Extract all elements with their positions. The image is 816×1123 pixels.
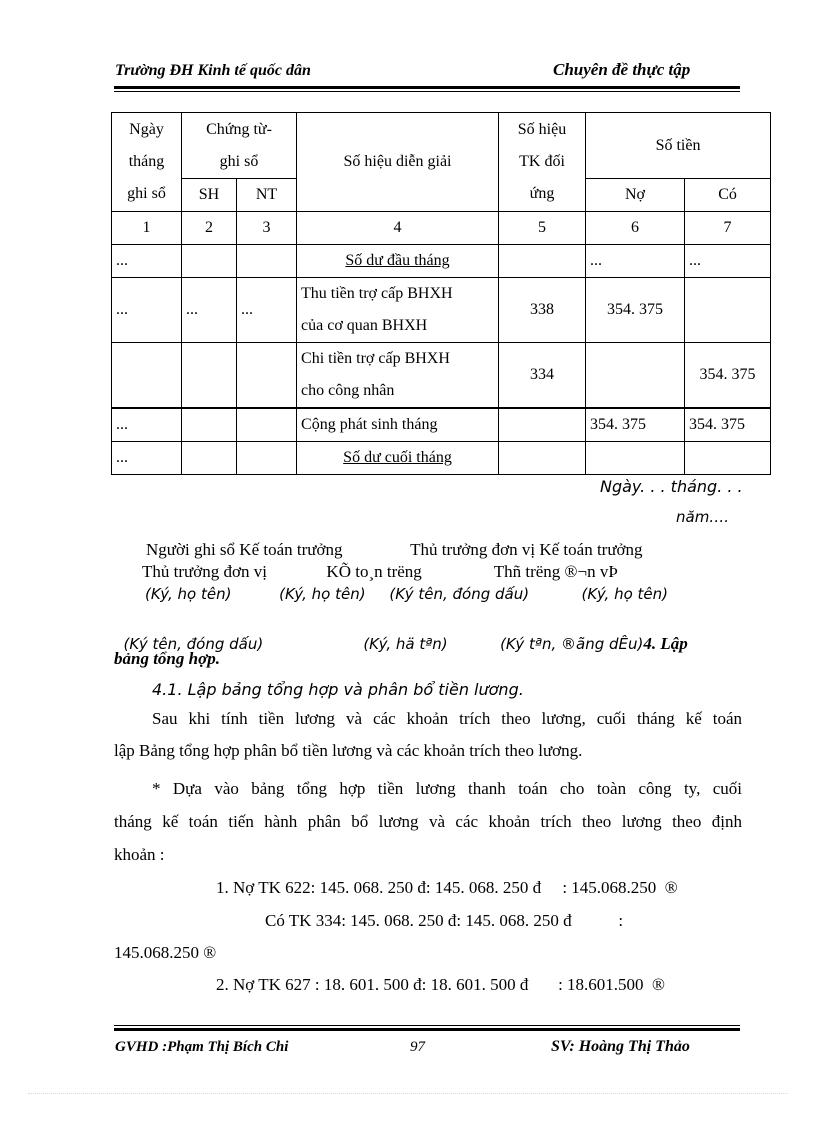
header-sh-cell: SH — [182, 179, 237, 212]
table-row: ... Số dư đầu tháng ... ... — [112, 245, 771, 278]
section-heading: 4. Lập — [643, 634, 688, 653]
header-voucher-cell: Chứng từ- ghi sổ — [182, 113, 297, 179]
date-line: Ngày. . . tháng. . . — [600, 477, 743, 496]
table-row: ... Cộng phát sinh tháng 354. 375 354. 375 — [112, 408, 771, 442]
page-edge-line — [28, 1093, 788, 1094]
header-date-cell: Ngày tháng ghi sổ — [112, 113, 182, 212]
date-line-year: năm…. — [676, 508, 730, 526]
signature-roles: Người ghi sổ Kế toán trưởng Thủ trưởng đơn vị Kế toán trưởng — [146, 540, 643, 559]
header-debit-cell: Nợ — [586, 179, 685, 212]
column-number-row: 1 2 3 4 5 6 7 — [112, 212, 771, 245]
footer-student: SV: Hoàng Thị Thảo — [551, 1038, 690, 1055]
journal-entry-amount: 145.068.250 ® — [114, 943, 217, 962]
header-title: Chuyên đề thực tập — [553, 60, 691, 79]
footer-advisor: GVHD :Phạm Thị Bích Chi — [115, 1039, 289, 1055]
journal-entry: 2. Nợ TK 627 : 18. 601. 500 đ: 18. 601. 500 đ : 18.601.500 ® — [216, 975, 665, 994]
paragraph: khoản : — [114, 845, 165, 864]
header-rule-thick — [114, 86, 740, 89]
header-account-cell: Số hiệu TK đối ứng — [499, 113, 586, 212]
header-credit-cell: Có — [685, 179, 771, 212]
opening-balance-label: Số dư đầu tháng — [345, 252, 450, 269]
section-heading-cont: bảng tổng hợp. — [114, 649, 220, 668]
journal-entry: 1. Nợ TK 622: 145. 068. 250 đ: 145. 068. 250 đ : 145.068.250 ® — [216, 878, 678, 897]
paragraph: tháng kế toán tiến hành phân bổ lương và các khoản trích theo lương theo định — [114, 812, 742, 831]
journal-entry-credit: Có TK 334: 145. 068. 250 đ: 145. 068. 250 đ : — [265, 911, 624, 930]
header-nt-cell: NT — [237, 179, 297, 212]
header-school: Trường ĐH Kinh tế quốc dân — [115, 62, 311, 79]
header-description-cell: Số hiệu diễn giải — [297, 113, 499, 212]
page-number: 97 — [410, 1039, 425, 1055]
footer-rule-thin — [114, 1025, 740, 1026]
paragraph: * Dựa vào bảng tổng hợp tiền lương thanh toán cho toàn công ty, cuối — [152, 779, 742, 798]
table-row: Chi tiền trợ cấp BHXH cho công nhân 334 354. 375 — [112, 343, 771, 409]
signature-notes-2: (Ký tên, đóng dấu) (Ký, hä tªn) (Ký tªn, ®ãng dÊu) — [123, 635, 644, 653]
header-rule-thin — [114, 91, 740, 92]
paragraph: lập Bảng tổng hợp phân bổ tiền lương và các khoản trích theo lương. — [114, 741, 583, 760]
closing-balance-label: Số dư cuối tháng — [343, 449, 452, 466]
table-row: ... Số dư cuối tháng — [112, 442, 771, 475]
sub-heading: 4.1. Lập bảng tổng hợp và phân bổ tiền lương. — [152, 680, 524, 699]
paragraph: Sau khi tính tiền lương và các khoản trích theo lương, cuối tháng kế toán — [152, 709, 742, 728]
ledger-table — [111, 112, 771, 475]
table-row: ... ... ... Thu tiền trợ cấp BHXH của cơ quan BHXH 338 354. 375 — [112, 278, 771, 343]
footer-rule-thick — [114, 1028, 740, 1031]
header-amount-cell: Số tiền — [586, 113, 771, 179]
signature-notes: (Ký, họ tên) (Ký, họ tên) (Ký tên, đóng dấu) (Ký, họ tên) — [145, 585, 668, 603]
signature-roles-garbled: Thủ trưởng đơn vị KÕ to¸n trëng Thñ trëng ®¬n vÞ — [142, 562, 618, 581]
